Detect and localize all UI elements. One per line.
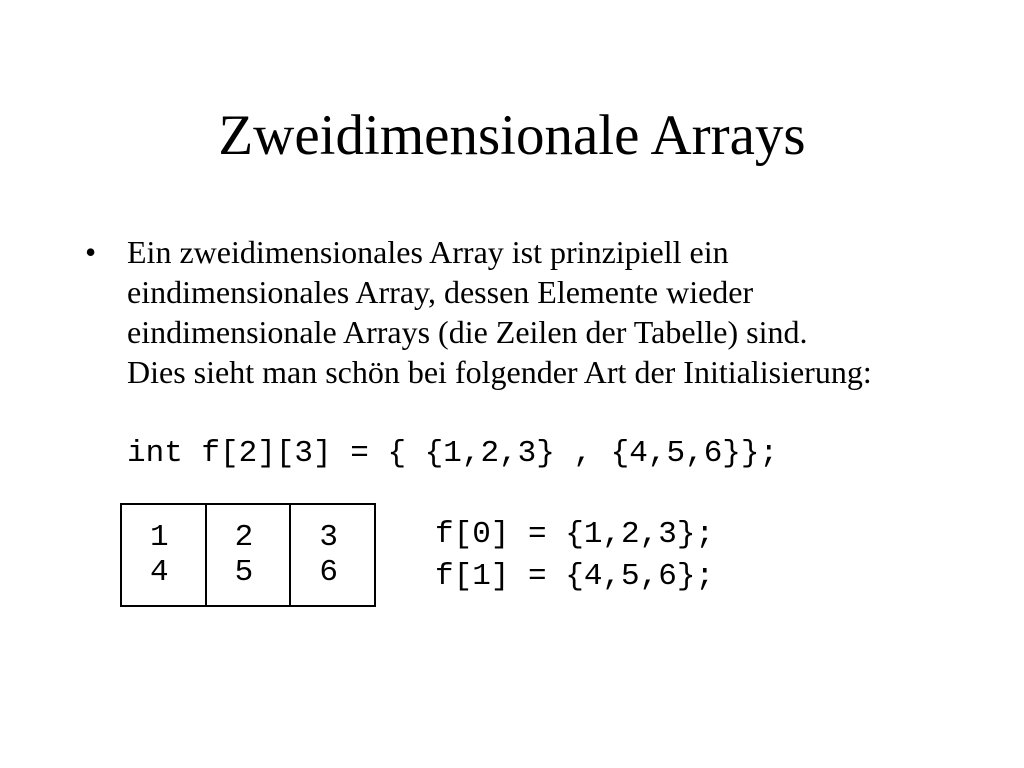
row-assignment: f[1] = {4,5,6}; <box>435 559 715 594</box>
matrix-row <box>121 555 375 606</box>
matrix-cell-value: 3 <box>319 520 338 555</box>
matrix-cell-value: 5 <box>234 555 254 590</box>
matrix-cell <box>121 555 206 606</box>
matrix-cell <box>121 504 206 555</box>
bullet-marker: • <box>85 234 97 270</box>
matrix-cell <box>206 555 291 606</box>
bullet-paragraph <box>127 232 997 392</box>
bullet-line: eindimensionales Array, dessen Elemente wieder <box>127 274 754 310</box>
matrix-cell-value: 4 <box>150 555 169 590</box>
matrix-cell-value: 2 <box>234 520 254 555</box>
matrix-cell <box>206 504 291 555</box>
slide-title: Zweidimensionale Arrays <box>218 104 806 167</box>
matrix-row <box>121 504 375 555</box>
bullet-line: Ein zweidimensionales Array ist prinzipiell ein <box>127 234 729 270</box>
row-assignment: f[0] = {1,2,3}; <box>435 517 715 552</box>
code-declaration: int f[2][3] = { {1,2,3} , {4,5,6}}; <box>127 436 779 471</box>
matrix-cell-value: 6 <box>319 555 338 590</box>
bullet-line: eindimensionale Arrays (die Zeilen der Tabelle) sind. <box>127 314 808 350</box>
matrix-table <box>120 503 376 607</box>
matrix-cell <box>290 555 375 606</box>
matrix-cell <box>290 504 375 555</box>
bullet-line: Dies sieht man schön bei folgender Art der Initialisierung: <box>127 354 872 390</box>
matrix-cell-value: 1 <box>150 520 169 555</box>
